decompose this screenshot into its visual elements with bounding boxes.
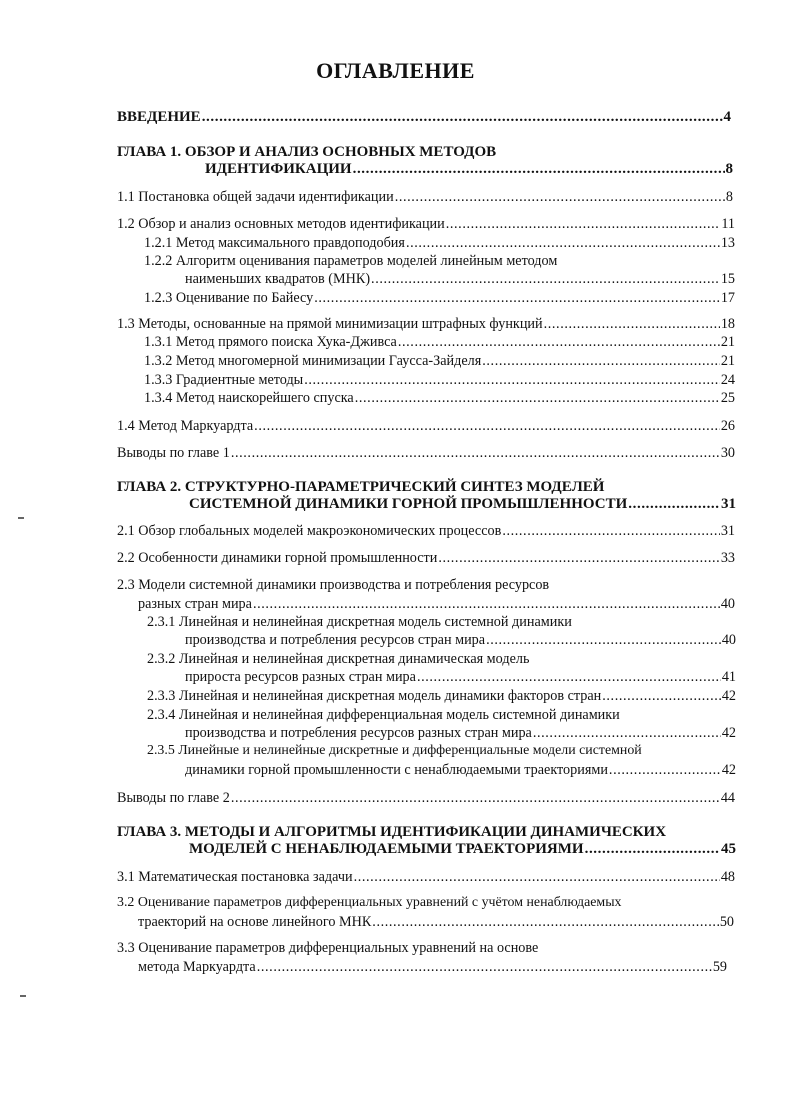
chapter-3-heading-line1[interactable]: ГЛАВА 3. МЕТОДЫ И АЛГОРИТМЫ ИДЕНТИФИКАЦИИ ДИНАМИЧЕСКИХ <box>117 824 667 840</box>
toc-leader-dots <box>406 234 720 252</box>
toc-entry-label: 2.3.3 Линейная и нелинейная дискретная модель динамики факторов стран <box>147 688 602 704</box>
toc-page-number: 8 <box>725 189 733 205</box>
toc-page-number: 31 <box>721 496 736 512</box>
toc-leader-dots <box>502 522 719 540</box>
toc-leader-dots <box>202 108 723 126</box>
toc-leader-dots <box>254 417 720 435</box>
toc-entry-label: 1.1 Постановка общей задачи идентификации <box>117 189 394 205</box>
toc-leader-dots <box>371 270 720 288</box>
toc-entry-1-2-3[interactable] <box>144 289 735 307</box>
toc-leader-dots <box>314 289 720 307</box>
chapter-1-heading-line1[interactable]: ГЛАВА 1. ОБЗОР И АНАЛИЗ ОСНОВНЫХ МЕТОДОВ <box>117 144 497 160</box>
toc-entry-1-4[interactable] <box>117 417 735 435</box>
toc-entry-3-3-line1[interactable]: 3.3 Оценивание параметров дифференциальных уравнений на основе <box>117 940 539 956</box>
toc-leader-dots <box>257 958 712 976</box>
toc-entry-label: 1.3.1 Метод прямого поиска Хука-Дживса <box>144 334 397 350</box>
toc-entry-2-3[interactable] <box>138 595 735 613</box>
toc-leader-dots <box>354 868 720 886</box>
toc-entry-label: Выводы по главе 1 <box>117 445 230 461</box>
toc-entry-label: производства и потребления ресурсов разных стран мира <box>185 725 532 741</box>
toc-entry-label: МОДЕЛЕЙ С НЕНАБЛЮДАЕМЫМИ ТРАЕКТОРИЯМИ <box>189 841 584 857</box>
toc-entry-2-3-4-line1[interactable]: 2.3.4 Линейная и нелинейная дифференциальная модель системной динамики <box>147 707 620 723</box>
toc-entry-label: динамики горной промышленности с ненаблюдаемыми траекториями <box>185 762 608 778</box>
toc-entry-label: 3.1 Математическая постановка задачи <box>117 869 353 885</box>
scan-speck <box>18 517 24 519</box>
toc-entry-1-3-3[interactable] <box>144 371 735 389</box>
toc-page-number: 40 <box>720 596 735 612</box>
toc-entry-label: 1.2 Обзор и анализ основных методов идентификации <box>117 216 445 232</box>
toc-page-number: 48 <box>720 869 735 885</box>
toc-leader-dots <box>438 549 719 567</box>
toc-entry-chapter-2[interactable] <box>189 495 736 513</box>
toc-leader-dots <box>253 595 720 613</box>
toc-page-number: 42 <box>721 688 736 704</box>
toc-leader-dots <box>609 761 721 779</box>
toc-page-number: 26 <box>720 418 735 434</box>
toc-entry-label: 1.3.4 Метод наискорейшего спуска <box>144 390 354 406</box>
toc-leader-dots <box>486 631 721 649</box>
toc-leader-dots <box>446 215 721 233</box>
toc-entry-chapter-3[interactable] <box>189 840 736 858</box>
toc-entry-3-3[interactable] <box>138 958 727 976</box>
toc-leader-dots <box>304 371 720 389</box>
toc-entry-3-2[interactable] <box>138 913 734 931</box>
toc-entry-conclusions-2[interactable] <box>117 789 735 807</box>
toc-page-number: 59 <box>712 959 727 975</box>
toc-leader-dots <box>355 389 720 407</box>
toc-leader-dots <box>231 789 720 807</box>
toc-page-number: 8 <box>725 161 733 177</box>
scan-speck <box>20 995 26 997</box>
toc-entry-label: 1.2.1 Метод максимального правдоподобия <box>144 235 405 251</box>
toc-leader-dots <box>417 668 721 686</box>
toc-entry-2-3-5[interactable] <box>185 761 736 779</box>
toc-entry-label: СИСТЕМНОЙ ДИНАМИКИ ГОРНОЙ ПРОМЫШЛЕННОСТИ <box>189 496 628 512</box>
toc-page-number: 42 <box>721 762 736 778</box>
toc-page-number: 17 <box>720 290 735 306</box>
toc-page-number: 24 <box>720 372 735 388</box>
toc-entry-label: 1.4 Метод Маркуардта <box>117 418 254 434</box>
toc-leader-dots <box>482 352 720 370</box>
toc-entry-2-3-2-line1[interactable]: 2.3.2 Линейная и нелинейная дискретная динамическая модель <box>147 651 530 667</box>
toc-page-number: 21 <box>720 334 735 350</box>
toc-entry-1-2[interactable] <box>117 215 735 233</box>
toc-leader-dots <box>398 333 720 351</box>
toc-entry-1-3-1[interactable] <box>144 333 735 351</box>
toc-page-number: 44 <box>720 790 735 806</box>
toc-entry-label: 1.3 Методы, основанные на прямой минимизации штрафных функций <box>117 316 543 332</box>
toc-page-number: 4 <box>723 109 731 125</box>
toc-leader-dots <box>395 188 725 206</box>
toc-page-number: 41 <box>721 669 736 685</box>
toc-page-number: 18 <box>720 316 735 332</box>
toc-page-number: 30 <box>720 445 735 461</box>
toc-entry-label: наименьших квадратов (МНК) <box>185 271 371 287</box>
toc-entry-label: 1.3.3 Градиентные методы <box>144 372 304 388</box>
toc-entry-2-1[interactable] <box>117 522 735 540</box>
toc-entry-1-2-1[interactable] <box>144 234 735 252</box>
toc-page-number: 15 <box>720 271 735 287</box>
toc-page-number: 33 <box>720 550 735 566</box>
toc-page-number: 42 <box>721 725 736 741</box>
toc-entry-label: ИДЕНТИФИКАЦИИ <box>205 161 352 177</box>
toc-entry-2-3-line1[interactable]: 2.3 Модели системной динамики производства и потребления ресурсов <box>117 577 550 593</box>
toc-leader-dots <box>353 160 725 178</box>
toc-entry-1-3-2[interactable] <box>144 352 735 370</box>
toc-entry-label: метода Маркуардта <box>138 959 256 975</box>
toc-entry-label: Выводы по главе 2 <box>117 790 230 806</box>
toc-page-number: 11 <box>721 216 735 232</box>
toc-page-number: 31 <box>720 523 735 539</box>
toc-entry-label: разных стран мира <box>138 596 252 612</box>
toc-leader-dots <box>585 840 720 858</box>
toc-entry-3-1[interactable] <box>117 868 735 886</box>
toc-entry-1-3[interactable] <box>117 315 735 333</box>
toc-entry-2-3-5-line1[interactable]: 2.3.5 Линейные и нелинейные дискретные и дифференциальные модели системной <box>147 743 642 758</box>
toc-entry-3-2-line1[interactable]: 3.2 Оценивание параметров дифференциальных уравнений с учётом ненаблюдаемых <box>117 895 622 910</box>
page-title: ОГЛАВЛЕНИЕ <box>316 58 475 83</box>
toc-page-number: 21 <box>720 353 735 369</box>
toc-entry-chapter-1[interactable] <box>205 160 733 178</box>
toc-page-number: 13 <box>720 235 735 251</box>
toc-entry-label: траекторий на основе линейного МНК <box>138 914 372 930</box>
toc-entry-2-3-2[interactable] <box>185 668 736 686</box>
toc-entry-label: 1.2.3 Оценивание по Байесу <box>144 290 314 306</box>
toc-entry-2-2[interactable] <box>117 549 735 567</box>
toc-entry-1-1[interactable] <box>117 188 733 206</box>
chapter-2-heading-line1[interactable]: ГЛАВА 2. СТРУКТУРНО-ПАРАМЕТРИЧЕСКИЙ СИНТЕЗ МОДЕЛЕЙ <box>117 479 605 495</box>
toc-entry-2-3-3[interactable] <box>147 687 736 705</box>
toc-entry-1-2-2-line1[interactable]: 1.2.2 Алгоритм оценивания параметров моделей линейным методом <box>144 253 558 269</box>
toc-page-number: 45 <box>721 841 736 857</box>
toc-entry-label: прироста ресурсов разных стран мира <box>185 669 416 685</box>
toc-entry-label: ВВЕДЕНИЕ <box>117 109 201 125</box>
toc-entry-label: 2.2 Особенности динамики горной промышленности <box>117 550 438 566</box>
toc-entry-label: 1.3.2 Метод многомерной минимизации Гаусса-Зайделя <box>144 353 482 369</box>
toc-leader-dots <box>231 444 720 462</box>
toc-entry-2-3-1-line1[interactable]: 2.3.1 Линейная и нелинейная дискретная модель системной динамики <box>147 614 572 630</box>
toc-entry-label: 2.1 Обзор глобальных моделей макроэкономических процессов <box>117 523 502 539</box>
toc-page-number: 50 <box>719 914 734 930</box>
toc-leader-dots <box>372 913 719 931</box>
toc-entry-1-3-4[interactable] <box>144 389 735 407</box>
toc-entry-2-3-4[interactable] <box>185 724 736 742</box>
toc-page-number: 25 <box>720 390 735 406</box>
toc-entry-conclusions-1[interactable] <box>117 444 735 462</box>
toc-entry-intro[interactable] <box>117 108 731 126</box>
toc-entry-2-3-1[interactable] <box>185 631 736 649</box>
toc-entry-label: производства и потребления ресурсов стран мира <box>185 632 486 648</box>
toc-leader-dots <box>533 724 721 742</box>
toc-leader-dots <box>602 687 721 705</box>
toc-leader-dots <box>544 315 720 333</box>
toc-leader-dots <box>628 495 720 513</box>
toc-page-number: 40 <box>721 632 736 648</box>
toc-entry-1-2-2[interactable] <box>185 270 735 288</box>
